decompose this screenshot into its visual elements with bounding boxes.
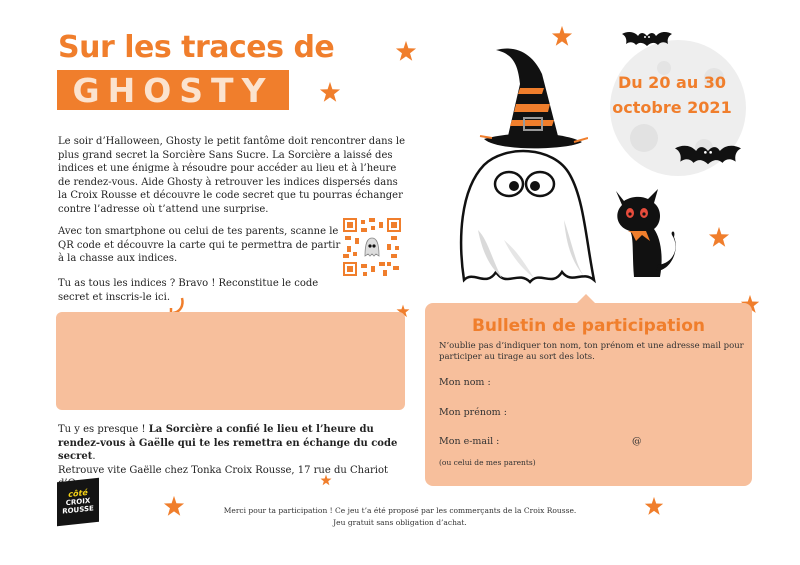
bat-icon: [675, 140, 741, 170]
logo-line2: CROIX: [65, 496, 91, 508]
cote-croix-rousse-logo: [57, 478, 99, 526]
intro-paragraph-code: Tu as tous les indices ? Bravo ! Reconstitue le code secret et inscris-le ici.: [58, 278, 319, 303]
closing-bold: La Sorcière a confié le lieu et l’heure du rendez-vous à Gaëlle qui te les remettra en échange du code secret: [58, 424, 398, 463]
footer-line1: Merci pour ta participation ! Ce jeu t’a été proposé par les commerçants de la Croix Rousse.: [223, 506, 577, 515]
witch-hat-illustration: [478, 44, 588, 156]
form-title: Bulletin de participation: [471, 316, 706, 336]
closing-address: Retrouve vite Gaëlle chez Tonka Croix Rousse, 17 rue du Chariot: [58, 464, 389, 476]
footer: [180, 505, 620, 529]
form-intro: N’oublie pas d’indiquer ton nom, ton prénom et une adresse mail pour participer au tirage au sort des lots.: [439, 341, 744, 362]
email-note: (ou celui de mes parents): [439, 458, 536, 467]
star-icon: [708, 226, 730, 248]
dates-line2: octobre 2021: [612, 98, 732, 117]
firstname-field[interactable]: Mon prénom :: [439, 407, 507, 418]
dates-line1: Du 20 au 30: [617, 73, 727, 92]
star-icon: [644, 496, 664, 516]
event-dates: [612, 70, 732, 120]
title-line1: Sur les traces de: [58, 30, 335, 65]
secret-code-field[interactable]: [56, 312, 405, 410]
title-banner: [57, 70, 289, 110]
star-icon: [319, 81, 341, 103]
title-ghosty: GHOSTY: [72, 70, 274, 110]
star-icon: [551, 25, 573, 47]
logo-line3: ROUSSE: [62, 504, 94, 516]
closing-dot: .: [92, 451, 96, 463]
qr-code[interactable]: [343, 218, 401, 276]
intro-paragraph-story: Le soir d’Halloween, Ghosty le petit fantôme doit rencontrer dans le plus grand secret la Sorcière Sans Sucre. La Sorcière a laissé des indices et une énigme à résoudre pour accéder au lieu et à l’heure de rendez-vous. Aide Ghosty à retrouver les indices dispersés dans la Croix Rousse et découvre le code secret que tu pourras échanger contre l’adresse où t’attend une surprise.: [58, 136, 406, 215]
black-cat-illustration: [610, 185, 682, 283]
logo-line1: côté: [68, 487, 88, 500]
intro-paragraph-qr: Avec ton smartphone ou celui de tes parents, scanne le QR code et découvre la carte qui te permettra de partir à la chasse aux indices.: [58, 226, 341, 265]
star-icon: [395, 40, 417, 62]
name-field[interactable]: Mon nom :: [439, 377, 491, 388]
closing-paragraph: [58, 423, 408, 491]
footer-line2: Jeu gratuit sans obligation d’achat.: [333, 518, 467, 527]
email-field[interactable]: Mon e-mail :: [439, 436, 500, 447]
closing-lead: Tu y es presque !: [58, 424, 149, 435]
email-at-sign: @: [632, 436, 642, 447]
bat-icon: [622, 28, 672, 50]
participation-form: [425, 303, 752, 486]
